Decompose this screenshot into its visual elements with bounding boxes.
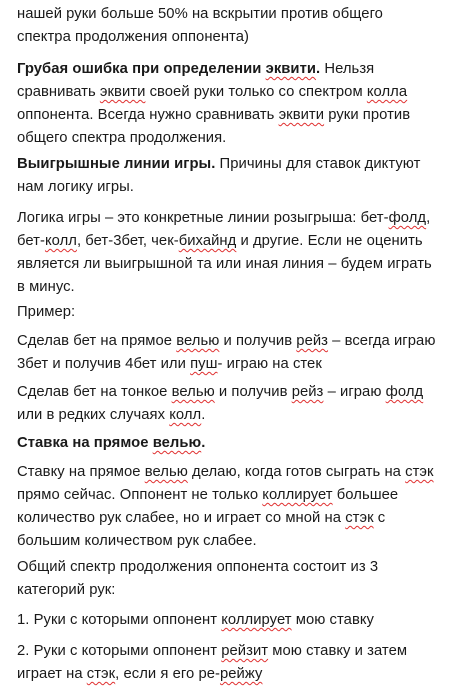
body-text: большее <box>332 487 399 503</box>
text-line: категорий рук: <box>17 582 116 598</box>
body-text: сравнивать <box>17 84 100 100</box>
spellcheck-word: стэк <box>86 666 116 682</box>
body-text: и получив <box>219 333 297 349</box>
list-item-1 <box>17 609 374 632</box>
body-text: оппонента. Всегда нужно сравнивать <box>17 107 279 123</box>
body-text: мою ставку <box>291 612 374 628</box>
spellcheck-word: эквити <box>278 107 325 123</box>
body-text: делаю, когда готов сыграть на <box>187 464 406 480</box>
text-line <box>17 153 420 176</box>
text-line <box>17 484 434 507</box>
spellcheck-word: стэк <box>405 464 434 480</box>
spellcheck-word: колл <box>169 407 202 423</box>
spellcheck-word: рейз <box>296 333 329 349</box>
text-line <box>17 104 410 127</box>
text-line <box>17 609 374 632</box>
paragraph-example-label <box>17 301 75 324</box>
spellcheck-word: колла <box>366 84 408 100</box>
list-item-2 <box>17 640 407 686</box>
spellcheck-word: бихайнд <box>178 233 237 249</box>
text-line: общего спектра продолжения. <box>17 130 227 146</box>
body-text: . <box>201 407 206 423</box>
text-line <box>17 207 432 230</box>
text-line: спектра продолжения оппонента) <box>17 29 249 45</box>
body-text: играет на <box>17 666 87 682</box>
text-line <box>17 58 410 81</box>
text-line: в минус. <box>17 279 75 295</box>
text-line <box>17 461 434 484</box>
text-line <box>17 230 432 253</box>
spellcheck-word: рейжу <box>219 666 263 682</box>
body-text: 3бет и получив 4бет или <box>17 356 191 372</box>
spellcheck-word: фолд <box>388 210 427 226</box>
paragraph-heading <box>17 435 205 451</box>
paragraph-game-logic <box>17 207 432 299</box>
text-line <box>17 381 423 404</box>
body-text: прямо сейчас. Оппонент не только <box>17 487 263 503</box>
spellcheck-word: эквити <box>99 84 146 100</box>
heading-text: Грубая ошибка при определении <box>17 61 266 77</box>
body-text: Причины для ставок диктуют <box>215 156 421 172</box>
body-text: и другие. Если не оценить <box>236 233 423 249</box>
spellcheck-word: фолд <box>385 384 424 400</box>
text-line: Пример: <box>17 304 76 320</box>
heading-text: . <box>201 435 206 451</box>
body-text: 1. Руки с которыми оппонент <box>17 612 222 628</box>
body-text: своей руки только со спектром <box>145 84 367 100</box>
text-line <box>17 404 423 427</box>
body-text: мою ставку и затем <box>268 643 408 659</box>
paragraph-intro-continuation <box>17 3 383 49</box>
paragraph-heading: Выигрышные линии игры. <box>17 156 216 172</box>
body-text: с <box>373 510 386 526</box>
body-text: – всегда играю <box>328 333 436 349</box>
heading-text: . <box>316 61 321 77</box>
paragraph-winning-lines <box>17 153 420 199</box>
body-text: Нельзя <box>320 61 375 77</box>
spellcheck-word: велью <box>176 333 220 349</box>
text-line <box>17 81 410 104</box>
body-text: , <box>426 210 431 226</box>
body-text: Логика игры – это конкретные линии розыгрыша: бет- <box>17 210 389 226</box>
body-text: бет- <box>17 233 45 249</box>
spellcheck-word: рейзит <box>221 643 269 659</box>
paragraph-range-categories <box>17 556 378 602</box>
text-line <box>17 330 435 353</box>
paragraph-value-bet-heading <box>17 432 205 455</box>
text-line: нам логику игры. <box>17 179 134 195</box>
spellcheck-word: велью <box>171 384 215 400</box>
spellcheck-word: стэк <box>345 510 374 526</box>
text-line <box>17 353 435 376</box>
spellcheck-word: коллирует <box>262 487 333 503</box>
spellcheck-word: рейз <box>291 384 324 400</box>
heading-text: Ставка на прямое <box>17 435 153 451</box>
body-text: , если я его ре- <box>115 666 220 682</box>
body-text: или в редких случаях <box>17 407 170 423</box>
paragraph-equity-error <box>17 58 410 150</box>
body-text: - играю на стек <box>217 356 322 372</box>
spellcheck-word: велью <box>152 435 202 451</box>
spellcheck-word: велью <box>144 464 188 480</box>
body-text: Ставку на прямое <box>17 464 145 480</box>
body-text: и получив <box>214 384 292 400</box>
text-line: большим количеством рук слабее. <box>17 533 257 549</box>
body-text: количество рук слабее, но и играет со мной на <box>17 510 346 526</box>
text-line <box>17 663 407 686</box>
text-line: Общий спектр продолжения оппонента состоит из 3 <box>17 559 379 575</box>
spellcheck-word: колл <box>44 233 77 249</box>
spellcheck-word: пуш <box>190 356 218 372</box>
text-line: является ли выигрышной та или иная линия – будем играть <box>17 256 432 272</box>
text-line <box>17 507 434 530</box>
text-line <box>17 432 205 455</box>
paragraph-value-bet-body <box>17 461 434 553</box>
body-text: 2. Руки с которыми оппонент <box>17 643 222 659</box>
paragraph-example-value-bet <box>17 330 435 376</box>
spellcheck-word: коллирует <box>221 612 292 628</box>
paragraph-heading <box>17 61 320 77</box>
body-text: Сделав бет на прямое <box>17 333 177 349</box>
text-line: нашей руки больше 50% на вскрытии против общего <box>17 6 383 22</box>
paragraph-example-thin-value <box>17 381 423 427</box>
body-text: Сделав бет на тонкое <box>17 384 172 400</box>
body-text: , бет-3бет, чек- <box>76 233 179 249</box>
body-text: руки против <box>324 107 411 123</box>
body-text: – играю <box>323 384 386 400</box>
text-line <box>17 640 407 663</box>
spellcheck-word: эквити <box>265 61 317 77</box>
